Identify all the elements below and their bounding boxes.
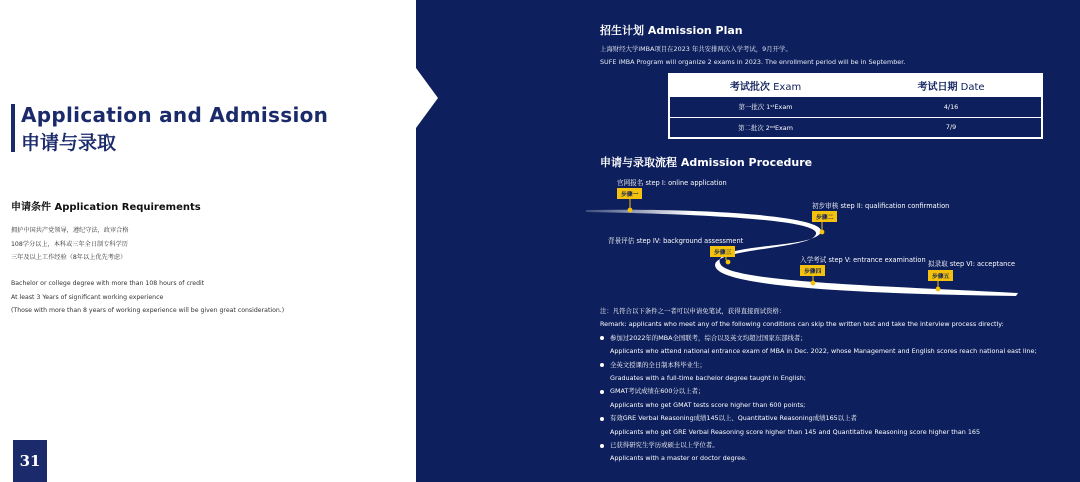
list-item-en: Applicants who get GMAT tests score higher than 600 points; — [610, 400, 806, 409]
exemption-notes — [600, 305, 1037, 466]
requirements-list-cn — [11, 224, 129, 265]
step-3-tag: 步骤三 — [710, 246, 735, 257]
table-row — [669, 117, 1042, 138]
step-5-label: 拟录取 step VI: acceptance — [928, 260, 1016, 268]
page-title-en: Application and Admission — [21, 103, 329, 127]
list-item-en: Applicants with a master or doctor degree. — [610, 454, 748, 463]
notes-intro-cn: 注：凡符合以下条件之一者可以申请免笔试，获得直接面试资格： — [600, 307, 786, 315]
step-marker — [811, 281, 816, 286]
step-1-tag: 步骤一 — [617, 188, 642, 199]
step-marker — [628, 208, 633, 213]
list-item-en: Graduates with a full-time bachelor degree taught in English; — [610, 373, 806, 382]
requirements-list-en — [11, 277, 284, 318]
admission-plan-heading: 招生计划 Admission Plan — [600, 24, 743, 37]
step-2-tag: 步骤二 — [812, 211, 837, 222]
bullet-icon — [600, 390, 604, 394]
page-number: 31 — [13, 440, 47, 482]
requirement-en-item: Bachelor or college degree with more than 108 hours of credit — [11, 280, 205, 287]
admission-procedure-heading: 申请与录取流程 Admission Procedure — [600, 156, 813, 169]
page-title-cn: 申请与录取 — [21, 132, 117, 154]
bullet-icon — [600, 336, 604, 340]
requirement-en-item: (Those with more than 8 years of working experience will be given great consideration.) — [11, 307, 285, 314]
step-marker — [820, 230, 825, 235]
step-4-tag: 步骤四 — [800, 265, 825, 276]
exam-batch-cell: 第二批次 2ⁿᵈExam — [669, 117, 861, 138]
step-4-label: 入学考试 step V: entrance examination — [800, 256, 926, 264]
step-5-tag: 步骤五 — [928, 270, 953, 281]
title-accent-bar — [11, 104, 15, 152]
step-1-label: 官网报名 step I: online application — [617, 179, 727, 187]
exam-batch-cell: 第一批次 1ˢᵗExam — [669, 96, 861, 117]
admission-plan-text-en: SUFE iMBA Program will organize 2 exams in 2023. The enrollment period will be in September. — [600, 58, 906, 66]
page-notch-arrow — [416, 68, 438, 128]
step-marker — [726, 260, 731, 265]
step-marker — [936, 287, 941, 292]
table-header-date: 考试日期 Date — [861, 74, 1042, 96]
list-item: GMAT考试成绩在600分以上者； — [600, 385, 1037, 398]
table-header-row — [669, 74, 1042, 96]
procedure-flow-path — [416, 170, 1080, 305]
list-item: 有效GRE Verbal Reasoning成绩145以上、Quantitative Reasoning成绩165以上者 — [600, 412, 1037, 425]
list-item: 全英文授课的全日制本科毕业生； — [600, 359, 1037, 372]
bullet-icon — [600, 363, 604, 367]
step-3-label: 背景评估 step IV: background assessment — [608, 237, 744, 245]
requirement-cn-item: 108学分以上，本科或三年全日制专科学历 — [11, 240, 128, 248]
requirement-cn-item: 拥护中国共产党领导，遵纪守法，政审合格 — [11, 227, 129, 234]
exam-schedule-table — [668, 73, 1043, 139]
requirements-heading: 申请条件 Application Requirements — [11, 202, 201, 213]
list-item-en: Applicants who attend national entrance exam of MBA in Dec. 2022, whose Management and English scores reach national east line; — [610, 347, 1037, 356]
flow-ribbon — [586, 210, 1018, 296]
bullet-icon — [600, 444, 604, 448]
list-item-en: Applicants who get GRE Verbal Reasoning score higher than 145 and Quantitative Reasoning score higher than 165 — [610, 427, 981, 436]
list-item: 已获得研究生学历或硕士以上学位者。 — [600, 439, 1037, 452]
step-2-label: 初步审核 step II: qualification confirmation — [812, 202, 950, 210]
table-header-exam: 考试批次 Exam — [669, 74, 861, 96]
exam-date-cell: 4/16 — [861, 96, 1042, 117]
bullet-icon — [600, 417, 604, 421]
left-page — [0, 0, 416, 482]
requirement-en-item: At least 3 Years of significant working experience — [11, 293, 164, 301]
notes-intro-en: Remark: applicants who meet any of the following conditions can skip the written test and take the interview process directly: — [600, 320, 1004, 329]
requirement-cn-item: 三年及以上工作经验（8年以上优先考虑） — [11, 254, 127, 261]
table-row — [669, 96, 1042, 117]
exam-date-cell: 7/9 — [861, 117, 1042, 138]
list-item: 参加过2022年的MBA全国联考，综合以及英文均超过国家东部线者； — [600, 332, 1037, 345]
admission-plan-text-cn: 上海财经大学iMBA项目在2023 年共安排两次入学考试，9月开学。 — [600, 45, 792, 53]
